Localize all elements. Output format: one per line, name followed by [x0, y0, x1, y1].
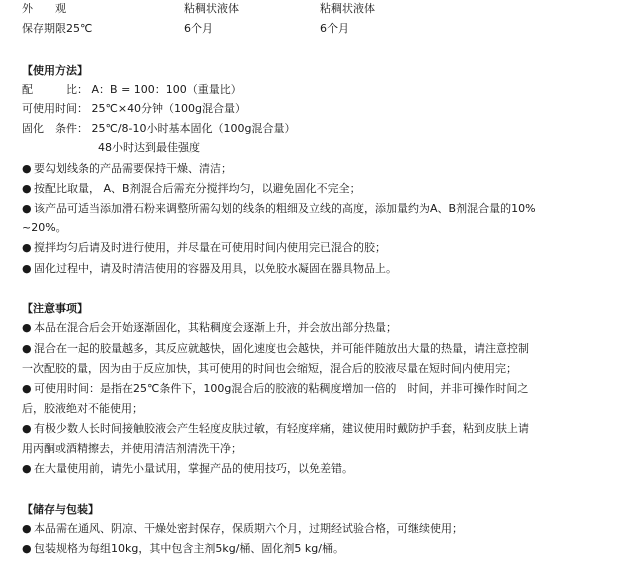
notes-bullet: ● 本品在混合后会开始逐渐固化，其粘稠度会逐渐上升，并会放出部分热量； — [22, 321, 397, 334]
usage-bullet: ● 固化过程中，请及时清洁使用的容器及用具，以免胶水凝固在器具物品上。 — [22, 262, 397, 275]
usage-bullet: ● 要勾划线条的产品需要保持干燥、清洁； — [22, 162, 232, 175]
notes-bullet: ● 有极少数人长时间接触胶液会产生轻度皮肤过敏，有轻度痒痛，建议使用时戴防护手套，粘到皮肤上请 — [22, 422, 529, 435]
usage-bullet: ● 按配比取量， A、B剂混合后需充分搅拌均匀，以避免固化不完全； — [22, 182, 361, 195]
usage-bullet: ● 该产品可适当添加滑石粉来调整所需勾划的线条的粗细及立线的高度，添加量约为A、B剂混合量的10% — [22, 202, 536, 215]
spec-value-b: 6个月 — [320, 22, 349, 35]
usage-ratio: 配 比： A：B = 100：100（重量比） — [22, 83, 242, 96]
bullet-icon: ● — [22, 542, 32, 555]
bullet-icon: ● — [22, 321, 32, 334]
bullet-icon: ● — [22, 182, 32, 195]
bullet-icon: ● — [22, 522, 32, 535]
bullet-icon: ● — [22, 202, 32, 215]
bullet-icon: ● — [22, 262, 32, 275]
bullet-icon: ● — [22, 382, 32, 395]
notes-bullet: ● 可使用时间：是指在25℃条件下，100g混合后的胶液的粘稠度增加一倍的 时间，并非可操作时间之 — [22, 382, 529, 395]
storage-bullet: ● 包装规格为每组10kg，其中包含主剂5kg/桶、固化剂5 kg/桶。 — [22, 542, 344, 555]
bullet-icon: ● — [22, 462, 32, 475]
bullet-icon: ● — [22, 162, 32, 175]
notes-continuation: 后，胶液绝对不能使用； — [22, 402, 143, 415]
bullet-icon: ● — [22, 342, 32, 355]
spec-row-shelf-life — [22, 21, 349, 37]
bullet-icon: ● — [22, 422, 32, 435]
usage-cure-2: 48小时达到最佳强度 — [98, 141, 200, 154]
usage-bullet-continuation: ~20%。 — [22, 221, 67, 234]
usage-pot-life: 可使用时间： 25℃×40分钟（100g混合量） — [22, 102, 247, 115]
spec-row-appearance — [22, 1, 375, 17]
spec-label: 外 观 — [22, 2, 66, 15]
usage-heading: 【使用方法】 — [22, 64, 88, 77]
spec-label: 保存期限25℃ — [22, 22, 93, 35]
notes-bullet: ● 在大量使用前，请先小量试用，掌握产品的使用技巧，以免差错。 — [22, 462, 353, 475]
usage-cure: 固化 条件： 25℃/8-10小时基本固化（100g混合量） — [22, 122, 296, 135]
usage-bullet: ● 搅拌均匀后请及时进行使用，并尽量在可使用时间内使用完已混合的胶； — [22, 241, 386, 254]
notes-heading: 【注意事项】 — [22, 302, 88, 315]
notes-continuation: 一次配胶的量，因为由于反应加快，其可使用的时间也会缩短，混合后的胶液尽量在短时间内使用完； — [22, 362, 517, 375]
spec-value-a: 6个月 — [184, 22, 213, 35]
storage-heading: 【储存与包装】 — [22, 503, 99, 516]
bullet-icon: ● — [22, 241, 32, 254]
storage-bullet: ● 本品需在通风、阴凉、干燥处密封保存，保质期六个月，过期经试验合格，可继续使用； — [22, 522, 463, 535]
notes-bullet: ● 混合在一起的胶量越多，其反应就越快，固化速度也会越快，并可能伴随放出大量的热量，请注意控制 — [22, 342, 529, 355]
spec-value-b: 粘稠状液体 — [320, 2, 375, 15]
notes-continuation: 用丙酮或酒精擦去，并使用清洁剂清洗干净； — [22, 442, 242, 455]
spec-value-a: 粘稠状液体 — [184, 2, 239, 15]
